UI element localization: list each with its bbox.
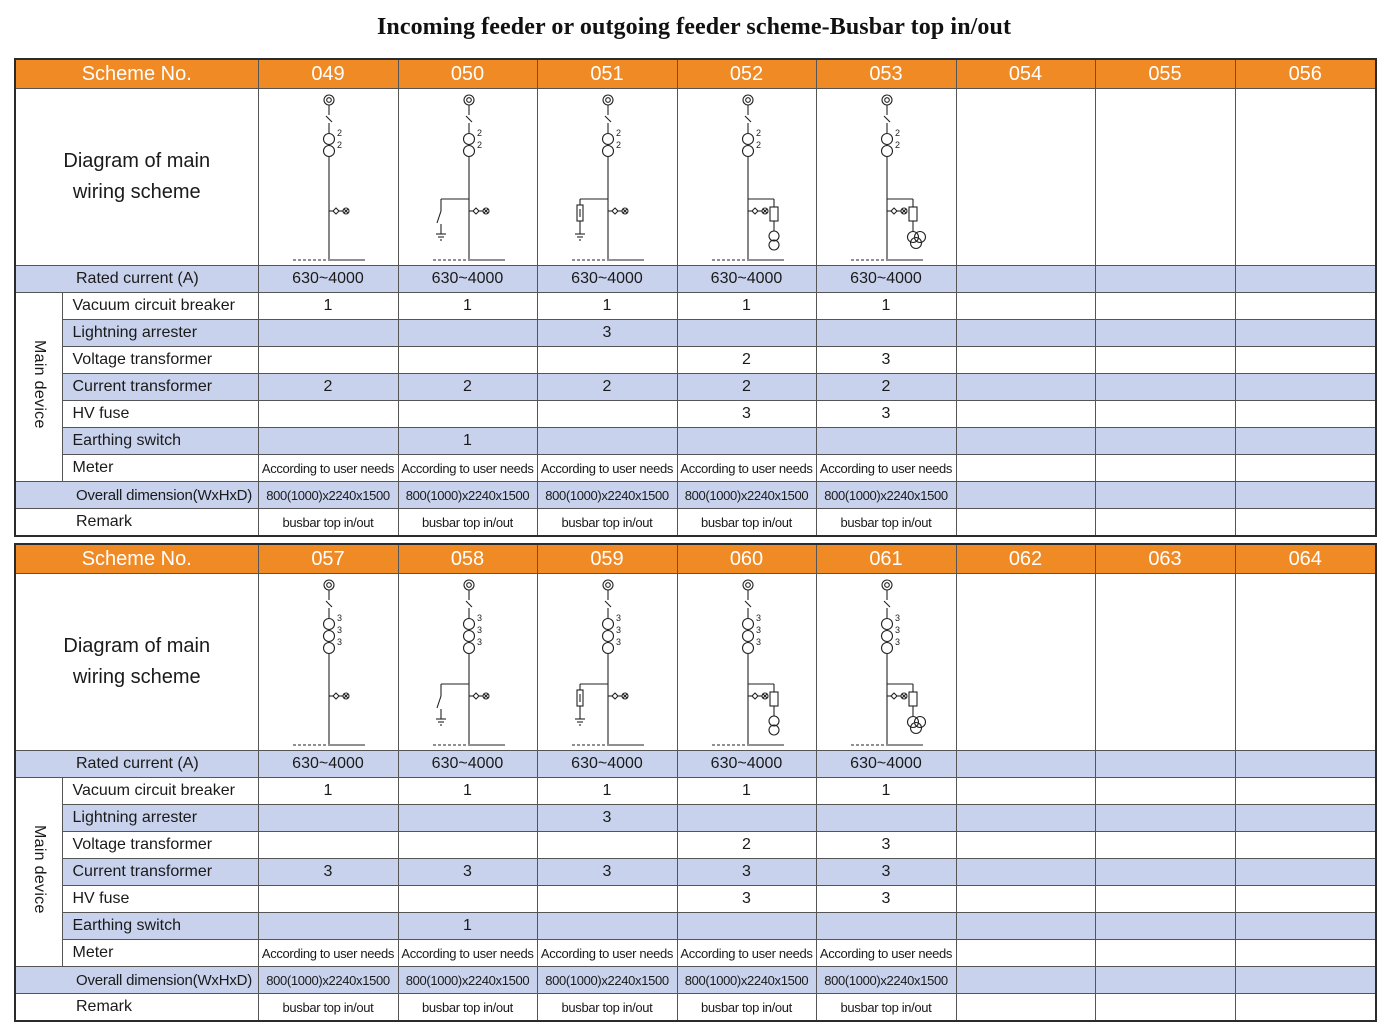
device-quantity (1095, 347, 1235, 374)
scheme-header-row (15, 59, 1376, 89)
rated-current-value (956, 266, 1095, 293)
ct-label: 3 (755, 637, 761, 647)
remark-value (1095, 509, 1235, 537)
ct-label: 3 (336, 625, 342, 635)
remark-row (15, 994, 1376, 1022)
device-quantity: 3 (677, 886, 816, 913)
ct-label: 2 (894, 140, 900, 150)
device-quantity (1235, 832, 1376, 859)
device-name: Vacuum circuit breaker (62, 293, 258, 320)
device-row (15, 455, 1376, 482)
device-row (15, 347, 1376, 374)
device-quantity (1095, 428, 1235, 455)
remark-value: busbar top in/out (816, 509, 956, 537)
device-quantity (1235, 805, 1376, 832)
ct-label: 3 (615, 625, 621, 635)
device-quantity (956, 886, 1095, 913)
main-device-label (15, 293, 62, 482)
device-quantity (816, 320, 956, 347)
device-quantity (398, 401, 537, 428)
scheme-number: 053 (816, 59, 956, 89)
scheme-number: 060 (677, 544, 816, 574)
wiring-diagram (537, 89, 677, 266)
device-name: Earthing switch (62, 913, 258, 940)
device-quantity (398, 886, 537, 913)
device-quantity: 3 (677, 401, 816, 428)
wiring-diagram-svg (259, 89, 397, 265)
device-quantity (1235, 886, 1376, 913)
device-quantity (258, 886, 398, 913)
device-quantity (1235, 455, 1376, 482)
device-quantity: 3 (537, 859, 677, 886)
device-quantity: 1 (816, 293, 956, 320)
ct-label: 2 (755, 128, 761, 138)
remark-row (15, 509, 1376, 537)
ct-label: 3 (476, 637, 482, 647)
diagram-row (15, 574, 1376, 751)
overall-dimension-value: 800(1000)x2240x1500 (537, 482, 677, 509)
device-quantity (956, 428, 1095, 455)
device-quantity (1095, 455, 1235, 482)
overall-dimension-value: 800(1000)x2240x1500 (258, 482, 398, 509)
device-quantity: According to user needs (537, 940, 677, 967)
remark-label: Remark (15, 509, 258, 537)
main-device-text: Main device (30, 340, 48, 429)
device-row (15, 859, 1376, 886)
wiring-diagram-svg (538, 574, 676, 750)
diagram-label (15, 574, 258, 751)
scheme-number: 051 (537, 59, 677, 89)
wiring-diagram (1235, 574, 1376, 751)
ct-label: 2 (894, 128, 900, 138)
ct-label: 2 (476, 140, 482, 150)
device-name: Voltage transformer (62, 832, 258, 859)
scheme-number: 056 (1235, 59, 1376, 89)
device-quantity (1095, 940, 1235, 967)
ct-label: 2 (336, 128, 342, 138)
wiring-diagram (816, 574, 956, 751)
rated-current-value (956, 751, 1095, 778)
device-quantity (1235, 913, 1376, 940)
device-quantity (537, 401, 677, 428)
device-quantity (956, 805, 1095, 832)
device-row (15, 913, 1376, 940)
device-row (15, 428, 1376, 455)
ct-label: 3 (476, 625, 482, 635)
wiring-diagram (398, 89, 537, 266)
device-row (15, 778, 1376, 805)
device-quantity: 2 (258, 374, 398, 401)
overall-dimension-value: 800(1000)x2240x1500 (677, 967, 816, 994)
ct-label: 3 (894, 637, 900, 647)
scheme-no-label: Scheme No. (15, 59, 258, 89)
overall-dimension-value: 800(1000)x2240x1500 (258, 967, 398, 994)
scheme-table-1 (14, 58, 1377, 537)
device-quantity: According to user needs (816, 940, 956, 967)
device-quantity (1095, 913, 1235, 940)
device-quantity (956, 320, 1095, 347)
device-quantity: 1 (677, 778, 816, 805)
device-quantity: 3 (816, 886, 956, 913)
rated-current-value: 630~4000 (677, 266, 816, 293)
remark-value: busbar top in/out (258, 994, 398, 1022)
device-quantity (1235, 428, 1376, 455)
device-quantity: According to user needs (258, 940, 398, 967)
rated-current-value: 630~4000 (537, 751, 677, 778)
device-quantity: 3 (537, 805, 677, 832)
device-quantity: According to user needs (677, 940, 816, 967)
device-quantity (677, 913, 816, 940)
rated-current-value: 630~4000 (398, 266, 537, 293)
device-quantity (677, 805, 816, 832)
remark-value: busbar top in/out (537, 994, 677, 1022)
remark-value: busbar top in/out (258, 509, 398, 537)
device-quantity: 3 (816, 347, 956, 374)
ct-label: 2 (476, 128, 482, 138)
overall-dimension-value: 800(1000)x2240x1500 (398, 967, 537, 994)
scheme-number: 061 (816, 544, 956, 574)
wiring-diagram (1095, 89, 1235, 266)
wiring-diagram (258, 574, 398, 751)
device-quantity (1235, 320, 1376, 347)
device-quantity: 1 (537, 293, 677, 320)
rated-current-value: 630~4000 (677, 751, 816, 778)
device-quantity (956, 913, 1095, 940)
device-quantity: According to user needs (816, 455, 956, 482)
ct-label: 3 (894, 613, 900, 623)
device-row (15, 940, 1376, 967)
wiring-diagram-svg (399, 574, 537, 750)
wiring-diagram-svg (817, 574, 955, 750)
ct-label: 3 (336, 613, 342, 623)
scheme-number: 063 (1095, 544, 1235, 574)
device-quantity (537, 832, 677, 859)
device-quantity (258, 320, 398, 347)
device-quantity (1095, 886, 1235, 913)
remark-value: busbar top in/out (398, 509, 537, 537)
device-row (15, 886, 1376, 913)
device-quantity: According to user needs (398, 940, 537, 967)
device-quantity: According to user needs (537, 455, 677, 482)
device-quantity (537, 886, 677, 913)
rated-current-value (1095, 751, 1235, 778)
device-quantity (816, 913, 956, 940)
wiring-diagram-svg (538, 89, 676, 265)
wiring-diagram (816, 89, 956, 266)
ct-label: 2 (336, 140, 342, 150)
device-row (15, 832, 1376, 859)
device-quantity (956, 347, 1095, 374)
rated-current-value: 630~4000 (537, 266, 677, 293)
device-quantity: 1 (677, 293, 816, 320)
rated-current-value: 630~4000 (398, 751, 537, 778)
device-name: Current transformer (62, 374, 258, 401)
device-quantity: 3 (677, 859, 816, 886)
device-quantity: 2 (816, 374, 956, 401)
device-quantity (258, 347, 398, 374)
device-quantity (956, 940, 1095, 967)
device-name: Vacuum circuit breaker (62, 778, 258, 805)
overall-dimension-value (1095, 482, 1235, 509)
device-name: Lightning arrester (62, 805, 258, 832)
rated-current-row (15, 266, 1376, 293)
device-quantity (816, 428, 956, 455)
overall-dimension-value: 800(1000)x2240x1500 (537, 967, 677, 994)
wiring-diagram (677, 574, 816, 751)
ct-label: 3 (615, 637, 621, 647)
main-device-label (15, 778, 62, 967)
ct-label: 3 (755, 613, 761, 623)
device-quantity (398, 347, 537, 374)
ct-label: 2 (755, 140, 761, 150)
device-quantity (398, 320, 537, 347)
device-row (15, 320, 1376, 347)
device-quantity: 3 (258, 859, 398, 886)
device-quantity (956, 374, 1095, 401)
remark-label: Remark (15, 994, 258, 1022)
ct-label: 2 (615, 140, 621, 150)
overall-dimension-value: 800(1000)x2240x1500 (398, 482, 537, 509)
remark-value (1095, 994, 1235, 1022)
device-quantity (816, 805, 956, 832)
device-quantity (956, 455, 1095, 482)
device-quantity: According to user needs (398, 455, 537, 482)
wiring-diagram (1235, 89, 1376, 266)
scheme-number: 062 (956, 544, 1095, 574)
device-quantity (1095, 832, 1235, 859)
device-quantity: According to user needs (677, 455, 816, 482)
overall-dimension-value: 800(1000)x2240x1500 (816, 967, 956, 994)
ct-label: 3 (336, 637, 342, 647)
rated-current-value: 630~4000 (816, 266, 956, 293)
page-title: Incoming feeder or outgoing feeder scheme-Busbar top in/out (376, 14, 1012, 40)
device-row (15, 805, 1376, 832)
device-quantity (1235, 347, 1376, 374)
device-quantity (1235, 940, 1376, 967)
device-row (15, 293, 1376, 320)
remark-value: busbar top in/out (398, 994, 537, 1022)
scheme-number: 050 (398, 59, 537, 89)
remark-value: busbar top in/out (677, 509, 816, 537)
rated-current-row (15, 751, 1376, 778)
device-quantity (1235, 859, 1376, 886)
device-name: HV fuse (62, 401, 258, 428)
scheme-number: 049 (258, 59, 398, 89)
overall-dimension-row (15, 967, 1376, 994)
device-quantity: 1 (258, 778, 398, 805)
overall-dimension-value: 800(1000)x2240x1500 (816, 482, 956, 509)
diagram-label-text: Diagram of main wiring scheme (63, 635, 211, 688)
device-quantity (1095, 293, 1235, 320)
device-quantity: 3 (816, 832, 956, 859)
overall-dimension-value (1235, 967, 1376, 994)
scheme-number: 064 (1235, 544, 1376, 574)
device-quantity (258, 428, 398, 455)
overall-dimension-value (1235, 482, 1376, 509)
overall-dimension-row (15, 482, 1376, 509)
device-name: HV fuse (62, 886, 258, 913)
diagram-row (15, 89, 1376, 266)
ct-label: 2 (615, 128, 621, 138)
device-quantity: 1 (398, 293, 537, 320)
overall-dimension-value: 800(1000)x2240x1500 (677, 482, 816, 509)
device-quantity (956, 859, 1095, 886)
remark-value (956, 509, 1095, 537)
wiring-diagram-svg (259, 574, 397, 750)
device-quantity: 3 (398, 859, 537, 886)
device-quantity: 1 (537, 778, 677, 805)
overall-dimension-value (956, 482, 1095, 509)
device-quantity (1095, 401, 1235, 428)
diagram-label (15, 89, 258, 266)
ct-label: 3 (894, 625, 900, 635)
device-quantity: 1 (258, 293, 398, 320)
ct-label: 3 (755, 625, 761, 635)
main-device-text: Main device (30, 825, 48, 914)
rated-current-label: Rated current (A) (15, 751, 258, 778)
device-quantity (677, 428, 816, 455)
device-quantity: 1 (398, 428, 537, 455)
scheme-number: 059 (537, 544, 677, 574)
device-quantity (398, 832, 537, 859)
wiring-diagram (677, 89, 816, 266)
device-quantity: 2 (677, 374, 816, 401)
diagram-label-text: Diagram of main wiring scheme (63, 150, 211, 203)
device-quantity (1235, 374, 1376, 401)
wiring-diagram (1095, 574, 1235, 751)
wiring-diagram (956, 89, 1095, 266)
rated-current-value: 630~4000 (258, 266, 398, 293)
device-quantity: 2 (677, 832, 816, 859)
wiring-diagram (398, 574, 537, 751)
overall-dimension-label: Overall dimension(WxHxD) (15, 967, 258, 994)
device-quantity (1235, 293, 1376, 320)
scheme-number: 055 (1095, 59, 1235, 89)
device-quantity: 2 (398, 374, 537, 401)
scheme-number: 054 (956, 59, 1095, 89)
device-quantity (1095, 374, 1235, 401)
overall-dimension-value (1095, 967, 1235, 994)
device-quantity: 3 (537, 320, 677, 347)
device-name: Voltage transformer (62, 347, 258, 374)
device-quantity: 3 (816, 401, 956, 428)
device-quantity: According to user needs (258, 455, 398, 482)
remark-value (1235, 509, 1376, 537)
device-row (15, 401, 1376, 428)
remark-value (1235, 994, 1376, 1022)
device-quantity (1095, 859, 1235, 886)
wiring-diagram-svg (678, 89, 816, 265)
remark-value: busbar top in/out (537, 509, 677, 537)
scheme-header-row (15, 544, 1376, 574)
device-quantity (258, 832, 398, 859)
wiring-diagram (258, 89, 398, 266)
device-name: Lightning arrester (62, 320, 258, 347)
scheme-number: 057 (258, 544, 398, 574)
device-name: Meter (62, 940, 258, 967)
device-quantity (956, 832, 1095, 859)
device-name: Earthing switch (62, 428, 258, 455)
device-quantity (1235, 401, 1376, 428)
rated-current-value: 630~4000 (258, 751, 398, 778)
wiring-diagram-svg (399, 89, 537, 265)
rated-current-value (1235, 751, 1376, 778)
device-quantity (537, 913, 677, 940)
device-quantity (956, 401, 1095, 428)
remark-value: busbar top in/out (816, 994, 956, 1022)
device-quantity (677, 320, 816, 347)
device-quantity (398, 805, 537, 832)
device-quantity (258, 913, 398, 940)
scheme-no-label: Scheme No. (15, 544, 258, 574)
device-quantity: 1 (816, 778, 956, 805)
wiring-diagram-svg (817, 89, 955, 265)
ct-label: 3 (476, 613, 482, 623)
rated-current-value (1095, 266, 1235, 293)
overall-dimension-label: Overall dimension(WxHxD) (15, 482, 258, 509)
rated-current-label: Rated current (A) (15, 266, 258, 293)
wiring-diagram (956, 574, 1095, 751)
device-name: Meter (62, 455, 258, 482)
rated-current-value (1235, 266, 1376, 293)
rated-current-value: 630~4000 (816, 751, 956, 778)
device-quantity (258, 805, 398, 832)
remark-value (956, 994, 1095, 1022)
wiring-diagram (537, 574, 677, 751)
device-name: Current transformer (62, 859, 258, 886)
ct-label: 3 (615, 613, 621, 623)
device-quantity (258, 401, 398, 428)
scheme-table-2 (14, 543, 1377, 1022)
device-quantity (956, 293, 1095, 320)
device-quantity: 2 (677, 347, 816, 374)
device-quantity (956, 778, 1095, 805)
device-quantity: 1 (398, 913, 537, 940)
scheme-number: 052 (677, 59, 816, 89)
overall-dimension-value (956, 967, 1095, 994)
device-row (15, 374, 1376, 401)
remark-value: busbar top in/out (677, 994, 816, 1022)
device-quantity: 3 (816, 859, 956, 886)
device-quantity (537, 347, 677, 374)
scheme-number: 058 (398, 544, 537, 574)
wiring-diagram-svg (678, 574, 816, 750)
device-quantity (1095, 320, 1235, 347)
device-quantity (1235, 778, 1376, 805)
device-quantity: 1 (398, 778, 537, 805)
device-quantity (537, 428, 677, 455)
device-quantity (1095, 805, 1235, 832)
device-quantity: 2 (537, 374, 677, 401)
device-quantity (1095, 778, 1235, 805)
